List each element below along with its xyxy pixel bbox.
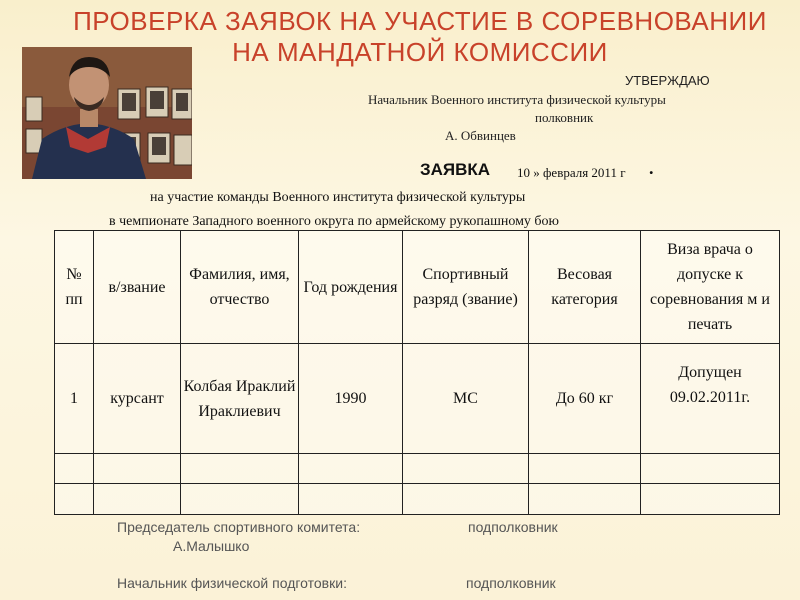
cell-empty — [641, 454, 780, 484]
slide-title-line1: ПРОВЕРКА ЗАЯВОК НА УЧАСТИЕ В СОРЕВНОВАНИИ — [73, 6, 767, 36]
table-header-row — [55, 231, 780, 344]
application-table — [54, 230, 780, 515]
table-row — [55, 454, 780, 484]
cell-empty — [529, 484, 641, 515]
application-subtitle-1: на участие команды Военного института физической культуры — [150, 190, 526, 205]
header-cell-rank: в/звание — [94, 231, 181, 344]
cell-weight: До 60 кг — [529, 344, 641, 454]
cell-empty — [299, 454, 403, 484]
cell-sport-grade: МС — [403, 344, 529, 454]
cell-empty — [181, 454, 299, 484]
cell-empty — [403, 454, 529, 484]
cell-empty — [94, 484, 181, 515]
athlete-photo — [22, 47, 192, 179]
header-cell-weight: Весовая категория — [529, 231, 641, 344]
cell-empty — [641, 484, 780, 515]
cell-empty — [94, 454, 181, 484]
cell-birth-year: 1990 — [299, 344, 403, 454]
header-cell-name: Фамилия, имя, отчество — [181, 231, 299, 344]
approve-name: А. Обвинцев — [445, 128, 516, 143]
slide-title-line2: НА МАНДАТНОЙ КОМИССИИ — [232, 37, 608, 67]
approve-position: Начальник Военного института физической культуры — [368, 92, 666, 107]
cell-doctor-visa: Допущен 09.02.2011г. — [641, 344, 780, 454]
phys-rank: подполковник — [466, 575, 556, 591]
header-cell-number: № пп — [55, 231, 94, 344]
approve-heading: УТВЕРЖДАЮ — [625, 73, 710, 88]
cell-empty — [55, 484, 94, 515]
application-title: ЗАЯВКА — [420, 160, 491, 179]
cell-rank: курсант — [94, 344, 181, 454]
chair-name: А.Малышко — [173, 538, 250, 554]
cell-name: Колбая Ираклий Ираклиевич — [181, 344, 299, 454]
chair-rank: подполковник — [468, 519, 558, 535]
chair-label: Председатель спортивного комитета: — [117, 519, 361, 535]
header-cell-birth-year: Год рождения — [299, 231, 403, 344]
phys-label: Начальник физической подготовки: — [117, 575, 347, 591]
application-date-dot: . — [649, 158, 654, 178]
cell-empty — [529, 454, 641, 484]
approve-rank: полковник — [535, 110, 594, 125]
athlete-photo-image — [22, 47, 192, 179]
cell-empty — [299, 484, 403, 515]
table-row — [55, 484, 780, 515]
header-cell-sport-grade: Спортивный разряд (звание) — [403, 231, 529, 344]
table-row — [55, 344, 780, 454]
cell-empty — [55, 454, 94, 484]
cell-empty — [181, 484, 299, 515]
cell-empty — [403, 484, 529, 515]
cell-number: 1 — [55, 344, 94, 454]
application-date: 10 » февраля 2011 г — [517, 165, 626, 180]
application-subtitle-2: в чемпионате Западного военного округа по армейскому рукопашному бою — [109, 214, 560, 229]
header-cell-doctor-visa: Виза врача о допуске к соревнования м и печать — [641, 231, 780, 344]
